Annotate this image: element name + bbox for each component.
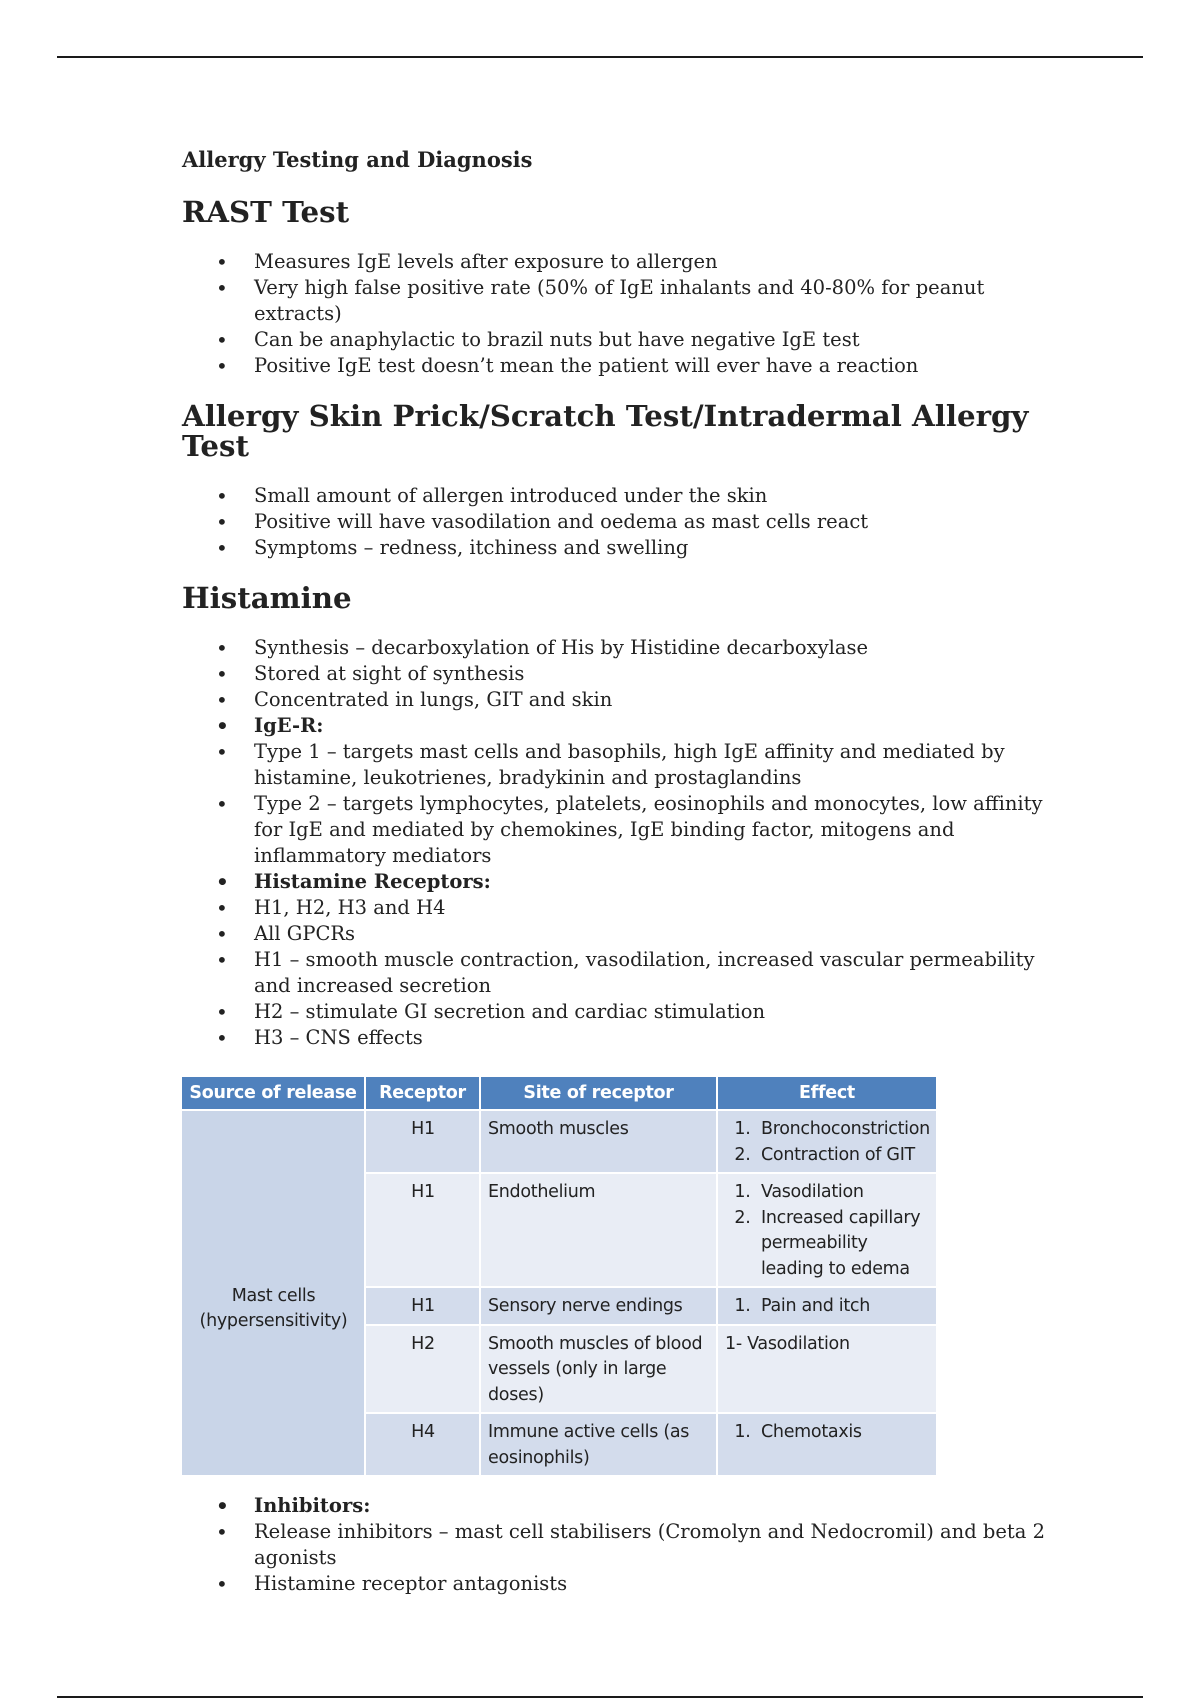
histamine-receptor-table-wrap — [182, 1077, 1062, 1475]
effect-item: 2. Contraction of GIT — [761, 1143, 930, 1169]
skin-test-list — [182, 483, 1062, 561]
list-item: • Histamine Receptors: — [182, 869, 1062, 895]
list-item: • Can be anaphylactic to brazil nuts but have negative IgE test — [182, 327, 1062, 353]
list-item: • H3 – CNS effects — [182, 1025, 1062, 1051]
table-row — [182, 1110, 936, 1173]
list-item: • Histamine receptor antagonists — [182, 1571, 1062, 1597]
rast-heading: RAST Test — [182, 195, 350, 229]
histamine-list — [182, 635, 1062, 1051]
column-header: Site of receptor — [480, 1077, 717, 1110]
rast-list — [182, 249, 1062, 379]
list-item: • All GPCRs — [182, 921, 1062, 947]
receptor-cell: H2 — [365, 1325, 480, 1414]
list-item: • Release inhibitors – mast cell stabilisers (Cromolyn and Nedocromil) and beta 2 agonists — [182, 1519, 1062, 1571]
list-item: • Type 2 – targets lymphocytes, platelets, eosinophils and monocytes, low affinity for IgE and mediated by chemokines, IgE binding factor, mitogens and inflammatory mediators — [182, 791, 1062, 869]
list-item: • H1, H2, H3 and H4 — [182, 895, 1062, 921]
effect-item: 1. Bronchoconstriction — [761, 1117, 930, 1143]
effect-item: 1. Pain and itch — [761, 1294, 930, 1320]
list-item: • Positive will have vasodilation and oedema as mast cells react — [182, 509, 1062, 535]
list-item: • Inhibitors: — [182, 1493, 1062, 1519]
receptor-cell: H1 — [365, 1110, 480, 1173]
source-line: Mast cells — [231, 1285, 316, 1306]
list-item: • Small amount of allergen introduced under the skin — [182, 483, 1062, 509]
site-cell: Endothelium — [480, 1173, 717, 1287]
site-cell: Smooth muscles of blood vessels (only in large doses) — [480, 1325, 717, 1414]
source-cell — [182, 1110, 365, 1475]
effect-item: 1. Chemotaxis — [761, 1420, 930, 1446]
effect-cell — [717, 1110, 936, 1173]
effect-cell — [717, 1325, 936, 1414]
list-item: • Very high false positive rate (50% of IgE inhalants and 40-80% for peanut extracts) — [182, 275, 1062, 327]
receptor-cell: H1 — [365, 1173, 480, 1287]
list-item: • H2 – stimulate GI secretion and cardiac stimulation — [182, 999, 1062, 1025]
document-body — [182, 145, 1062, 1619]
table-header-row — [182, 1077, 936, 1110]
effect-cell — [717, 1287, 936, 1325]
list-item: • Stored at sight of synthesis — [182, 661, 1062, 687]
site-cell: Sensory nerve endings — [480, 1287, 717, 1325]
source-line: (hypersensitivity) — [199, 1311, 348, 1331]
bottom-rule — [57, 1696, 1143, 1698]
list-item: • IgE-R: — [182, 713, 1062, 739]
receptor-cell: H4 — [365, 1413, 480, 1475]
inhibitors-list — [182, 1493, 1062, 1597]
list-item: • Symptoms – redness, itchiness and swelling — [182, 535, 1062, 561]
effect-cell — [717, 1173, 936, 1287]
receptor-cell: H1 — [365, 1287, 480, 1325]
column-header: Source of release — [182, 1077, 365, 1110]
list-item: • Measures IgE levels after exposure to allergen — [182, 249, 1062, 275]
document-title: Allergy Testing and Diagnosis — [182, 147, 533, 172]
skin-test-heading: Allergy Skin Prick/Scratch Test/Intradermal Allergy Test — [182, 399, 1029, 463]
column-header: Receptor — [365, 1077, 480, 1110]
site-cell: Immune active cells (as eosinophils) — [480, 1413, 717, 1475]
top-rule — [57, 56, 1143, 58]
list-item: • H1 – smooth muscle contraction, vasodilation, increased vascular permeability and increased secretion — [182, 947, 1062, 999]
effect-item: 1- Vasodilation — [725, 1333, 850, 1354]
effect-cell — [717, 1413, 936, 1475]
histamine-receptor-table — [182, 1077, 936, 1475]
list-item: • Concentrated in lungs, GIT and skin — [182, 687, 1062, 713]
list-item: • Type 1 – targets mast cells and basophils, high IgE affinity and mediated by histamine, leukotrienes, bradykinin and prostaglandins — [182, 739, 1062, 791]
effect-item: 2. Increased capillary permeability leading to edema — [761, 1206, 930, 1283]
effect-item: 1. Vasodilation — [761, 1180, 930, 1206]
site-cell: Smooth muscles — [480, 1110, 717, 1173]
list-item: • Synthesis – decarboxylation of His by Histidine decarboxylase — [182, 635, 1062, 661]
column-header: Effect — [717, 1077, 936, 1110]
histamine-heading: Histamine — [182, 581, 352, 615]
list-item: • Positive IgE test doesn’t mean the patient will ever have a reaction — [182, 353, 1062, 379]
